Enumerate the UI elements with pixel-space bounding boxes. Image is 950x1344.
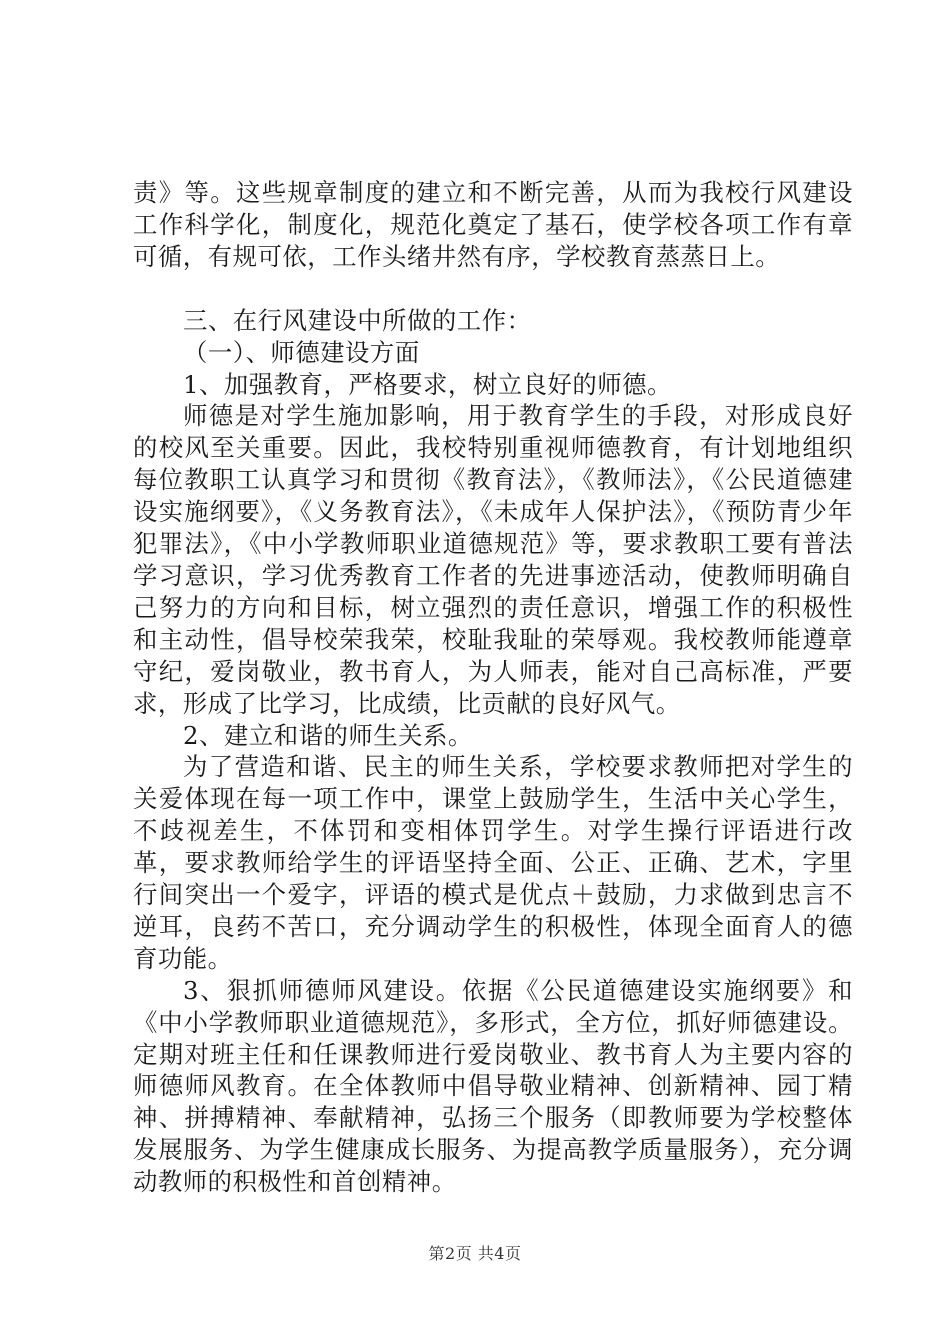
page-number-footer: 第2页 共4页: [428, 1244, 522, 1263]
section-heading-3: 三、在行风建设中所做的工作：: [183, 305, 532, 335]
paragraph-teacher-student-relations: 为了营造和谐、民主的师生关系，学校要求教师把对学生的关爱体现在每一项工作中，课堂上鼓励学生，生活中关心学生，不歧视差生，不体罚和变相体罚学生。对学生操行评语进行改革，要求教师给学生的评语坚持全面、公正、正确、艺术，字里行间突出一个爱字，评语的模式是优点＋鼓励，力求做到忠言不逆耳，良药不苦口，充分调动学生的积极性，体现全面育人的德育功能。: [133, 752, 853, 973]
document-body: [133, 177, 853, 1198]
paragraph-teacher-ethics: 师德是对学生施加影响，用于教育学生的手段，对形成良好的校风至关重要。因此，我校特别重视师德教育，有计划地组织每位教职工认真学习和贯彻《教育法》，《教师法》，《公民道德建设实施纲要》，《义务教育法》，《未成年人保护法》，《预防青少年犯罪法》，《中小学教师职业道德规范》等，要求教职工要有普法学习意识，学习优秀教育工作者的先进事迹活动，使教师明确自己努力的方向和目标，树立强烈的责任意识，增强工作的积极性和主动性，倡导校荣我荣，校耻我耻的荣辱观。我校教师能遵章守纪，爱岗敬业，教书育人，为人师表，能对自己高标准，严要求，形成了比学习，比成绩，比贡献的良好风气。: [133, 401, 853, 718]
item-heading-1: 1、加强教育，严格要求，树立良好的师德。: [183, 369, 672, 399]
paragraph-ethics-construction: 3、狠抓师德师风建设。依据《公民道德建设实施纲要》和《中小学教师职业道德规范》，多形式，全方位，抓好师德建设。定期对班主任和任课教师进行爱岗敬业、教书育人为主要内容的师德师风教育。在全体教师中倡导敬业精神、创新精神、园丁精神、拼搏精神、奉献精神，弘扬三个服务（即教师要为学校整体发展服务、为学生健康成长服务、为提高教学质量服务），充分调动教师的积极性和首创精神。: [133, 975, 853, 1197]
subsection-heading-1: （一）、师德建设方面: [183, 337, 420, 367]
item-heading-2: 2、建立和谐的师生关系。: [183, 720, 473, 750]
paragraph-continuation: 责》等。这些规章制度的建立和不断完善，从而为我校行风建设工作科学化，制度化，规范化奠定了基石，使学校各项工作有章可循，有规可依，工作头绪井然有序，学校教育蒸蒸日上。: [133, 178, 853, 271]
